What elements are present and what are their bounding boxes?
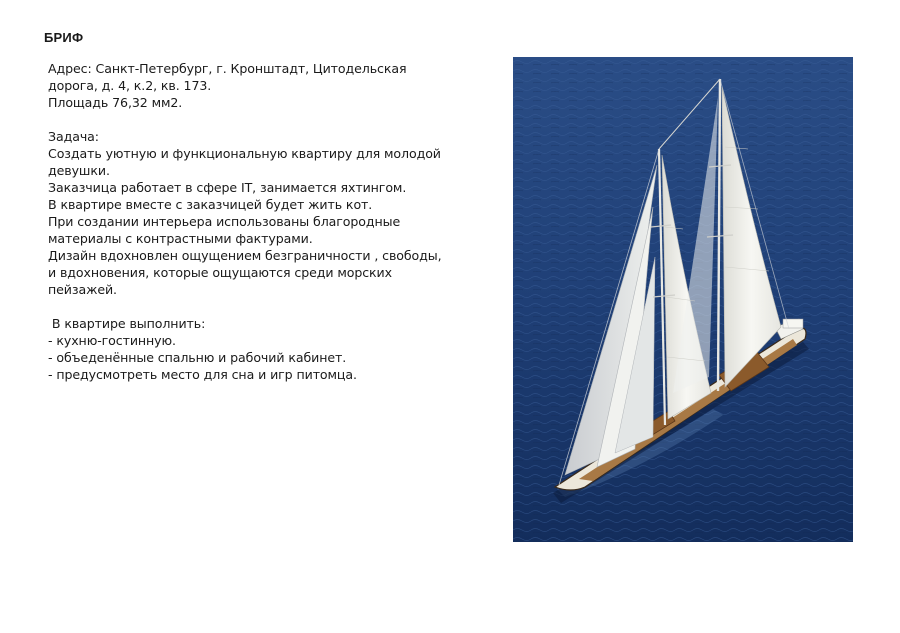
todo-item: - предусмотреть место для сна и игр питомца. — [48, 367, 357, 382]
yacht-photo — [513, 57, 853, 542]
address-line: дорога, д. 4, к.2, кв. 173. — [48, 78, 212, 93]
task-line: В квартире вместе с заказчицей будет жить кот. — [48, 197, 373, 212]
task-line: Заказчица работает в сфере IT, занимается яхтингом. — [48, 180, 407, 195]
brief-text — [48, 60, 488, 383]
task-line: пейзажей. — [48, 282, 117, 297]
task-line: При создании интерьера использованы благородные — [48, 214, 401, 229]
todo-item: - объеденённые спальню и рабочий кабинет. — [48, 350, 347, 365]
area-line: Площадь 76,32 мм2. — [48, 95, 183, 110]
todo-item: - кухню-гостинную. — [48, 333, 176, 348]
page-title: БРИФ — [44, 30, 84, 45]
task-line: и вдохновения, которые ощущаются среди морских — [48, 265, 392, 280]
task-heading: Задача: — [48, 129, 99, 144]
task-line: материалы с контрастными фактурами. — [48, 231, 313, 246]
task-line: девушки. — [48, 163, 110, 178]
todo-heading: В квартире выполнить: — [48, 316, 206, 331]
yacht-illustration — [513, 57, 853, 542]
task-line: Создать уютную и функциональную квартиру для молодой — [48, 146, 441, 161]
address-line: Адрес: Санкт-Петербург, г. Кронштадт, Цитодельская — [48, 61, 407, 76]
task-line: Дизайн вдохновлен ощущением безграничности , свободы, — [48, 248, 442, 263]
